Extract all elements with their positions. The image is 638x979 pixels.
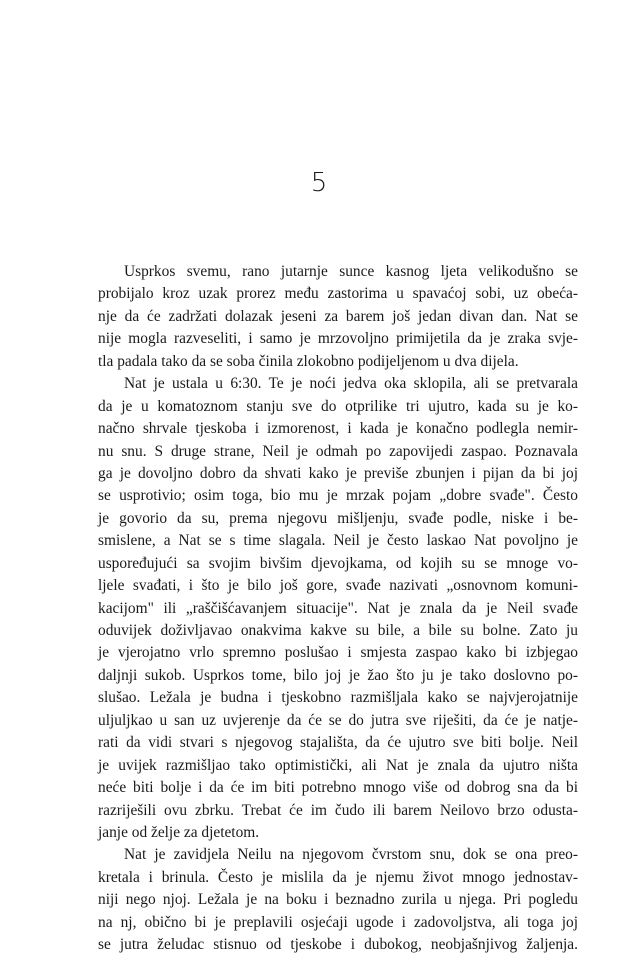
text-line: uljuljkao u san uz uvjerenje da će se do jutra sve riješiti, da će je natje- (98, 711, 578, 729)
text-line: načno shrvale tjeskoba i izmorenost, i kada je konačno podlegla nemir- (98, 420, 578, 438)
text-line: niji nego njoj. Ležala je na boku i beznadno zurila u njega. Pri pogledu (98, 891, 578, 909)
text-line: probijalo kroz uzak prorez među zastorima u spavaćoj sobi, uz obeća- (98, 285, 578, 303)
chapter-number: 5 (310, 168, 328, 198)
text-line: rati da vidi stvari s njegovog stajališta, da će ujutro sve biti bolje. Neil (98, 734, 578, 752)
text-line: neće biti bolje i da će im biti potrebno mnogo više od dobrog sna da bi (98, 779, 578, 797)
text-line: Usprkos svemu, rano jutarnje sunce kasnog ljeta velikodušno se (124, 263, 578, 280)
text-line: nije mogla razveseliti, i samo je mrzovoljno primijetila da je zraka svje- (98, 330, 578, 348)
text-line: nje da će zadržati dolazak jeseni za barem još jedan divan dan. Nat se (98, 307, 578, 325)
chapter-text (98, 261, 578, 957)
text-line: tla padala tako da se soba činila zlokobno podijeljenom u dva dijela. (98, 352, 519, 370)
paragraph (98, 373, 578, 844)
text-line: se jutra želudac stisnuo od tjeskobe i dubokog, neobjašnjivog žaljenja. (98, 936, 578, 954)
text-line: kacijom" ili „raščišćavanjem situacije". Nat je znala da je Neil svađe (98, 599, 578, 617)
text-line: ljele svađati, i što je bilo još gore, svađe nazivati „osnovnom komuni- (98, 577, 578, 595)
paragraph (98, 844, 578, 956)
text-line: uspoređujući sa svojim bivšim djevojkama, od kojih su se mnoge vo- (98, 554, 578, 572)
text-line: je govorio da su, prema njegovu mišljenju, svađe podle, niske i be- (98, 509, 578, 527)
text-line: je vjerojatno vrlo spremno poslušao i smjesta zaspao kako bi izbjegao (98, 644, 578, 662)
text-line: oduvijek doživljavao onakvima kakve su bile, a bile su bolne. Zato ju (98, 622, 578, 639)
text-line: ga je dovoljno dobro da shvati kako je previše zbunjen i pijan da bi joj (98, 464, 578, 482)
text-line: na nj, obično bi je preplavili osjećaji ugode i zadovoljstva, ali toga joj (98, 913, 578, 931)
paragraph (98, 261, 578, 373)
text-line: da je u komatoznom stanju sve do otprilike tri ujutro, kada su je ko- (98, 397, 578, 415)
text-line: razriješili ovu zbrku. Trebat će im čudo ili barem Neilovo brzo odusta- (98, 801, 578, 819)
text-line: Nat je ustala u 6:30. Te je noći jedva oka sklopila, ali se pretvarala (124, 375, 578, 393)
text-line: slušao. Ležala je budna i tjeskobno razmišljala kako se najvjerojatnije (98, 689, 578, 707)
text-line: smislene, a Nat se s time slagala. Neil je često laskao Nat povoljno je (98, 532, 578, 550)
text-line: se usprotivio; osim toga, bio mu je mrzak pojam „dobre svađe". Često (98, 487, 578, 505)
text-line: kretala i brinula. Često je mislila da je njemu život mnogo jednostav- (98, 868, 578, 886)
text-line: janje od želje za djetetom. (98, 823, 260, 841)
text-line: daljnji sukob. Usprkos tome, bilo joj je žao što ju je tako doslovno po- (98, 666, 578, 684)
text-line: je uvijek razmišljao tako optimistički, ali Nat je znala da ujutro ništa (98, 756, 578, 774)
text-line: Nat je zavidjela Neilu na njegovom čvrstom snu, dok se ona preo- (124, 846, 578, 864)
text-line: nu snu. S druge strane, Neil je odmah po zapovijedi zaspao. Poznavala (98, 442, 578, 460)
